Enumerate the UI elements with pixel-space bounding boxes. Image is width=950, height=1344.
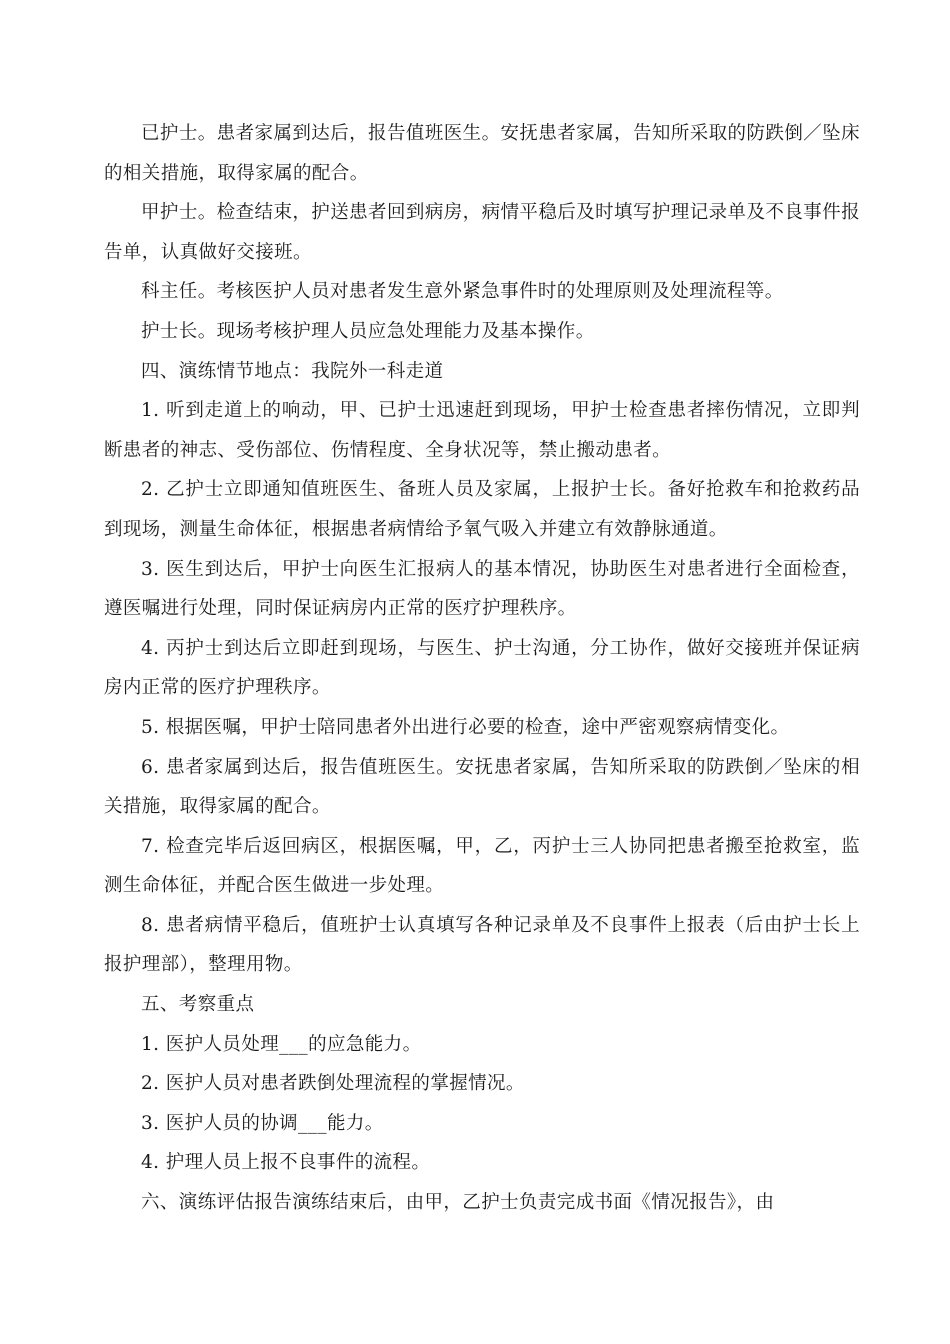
drill-step-5: 5. 根据医嘱，甲护士陪同患者外出进行必要的检查，途中严密观察病情变化。 [141,716,790,738]
paragraph-nurse-yi: 已护士。患者家属到达后，报告值班医生。安抚患者家属，告知所采取的防跌倒／坠床的相关措施，取得家属的配合。 [104,123,860,184]
key-point-1: 1. 医护人员处理___的应急能力。 [141,1033,422,1055]
key-point-2: 2. 医护人员对患者跌倒处理流程的掌握情况。 [141,1073,525,1095]
drill-step-6: 6. 患者家属到达后，报告值班医生。安抚患者家属，告知所采取的防跌倒／坠床的相关措施，取得家属的配合。 [104,756,860,818]
drill-step-7: 7. 检查完毕后返回病区，根据医嘱，甲，乙，丙护士三人协同把患者搬至抢救室，监测生命体征，并配合医生做进一步处理。 [104,835,860,897]
drill-step-8: 8. 患者病情平稳后，值班护士认真填写各种记录单及不良事件上报表（后由护士长上报护理部），整理用物。 [104,914,860,976]
section-heading-drill-location: 四、演练情节地点：我院外一科走道 [141,360,444,382]
key-point-3: 3. 医护人员的协调___能力。 [141,1112,384,1134]
drill-step-3: 3. 医生到达后，甲护士向医生汇报病人的基本情况，协助医生对患者进行全面检查，遵医嘱进行处理，同时保证病房内正常的医疗护理秩序。 [104,558,860,620]
drill-step-4: 4. 丙护士到达后立即赶到现场，与医生、护士沟通，分工协作，做好交接班并保证病房内正常的医疗护理秩序。 [104,637,860,699]
paragraph-head-nurse: 护士长。现场考核护理人员应急处理能力及基本操作。 [141,320,595,342]
paragraph-nurse-jia: 甲护士。检查结束，护送患者回到病房，病情平稳后及时填写护理记录单及不良事件报告单，认真做好交接班。 [104,202,860,263]
paragraph-department-director: 科主任。考核医护人员对患者发生意外紧急事件时的处理原则及处理流程等。 [141,281,784,303]
drill-step-2: 2. 乙护士立即通知值班医生、备班人员及家属，上报护士长。备好抢救车和抢救药品到现场，测量生命体征，根据患者病情给予氧气吸入并建立有效静脉通道。 [104,479,860,540]
section-heading-evaluation-report: 六、演练评估报告演练结束后，由甲，乙护士负责完成书面《情况报告》，由 [141,1192,775,1214]
section-heading-key-points: 五、考察重点 [141,994,255,1016]
document-body [104,114,860,1223]
key-point-4: 4. 护理人员上报不良事件的流程。 [141,1152,431,1174]
drill-step-1: 1. 听到走道上的响动，甲、已护士迅速赶到现场，甲护士检查患者摔伤情况，立即判断患者的神志、受伤部位、伤情程度、全身状况等，禁止搬动患者。 [104,400,860,461]
